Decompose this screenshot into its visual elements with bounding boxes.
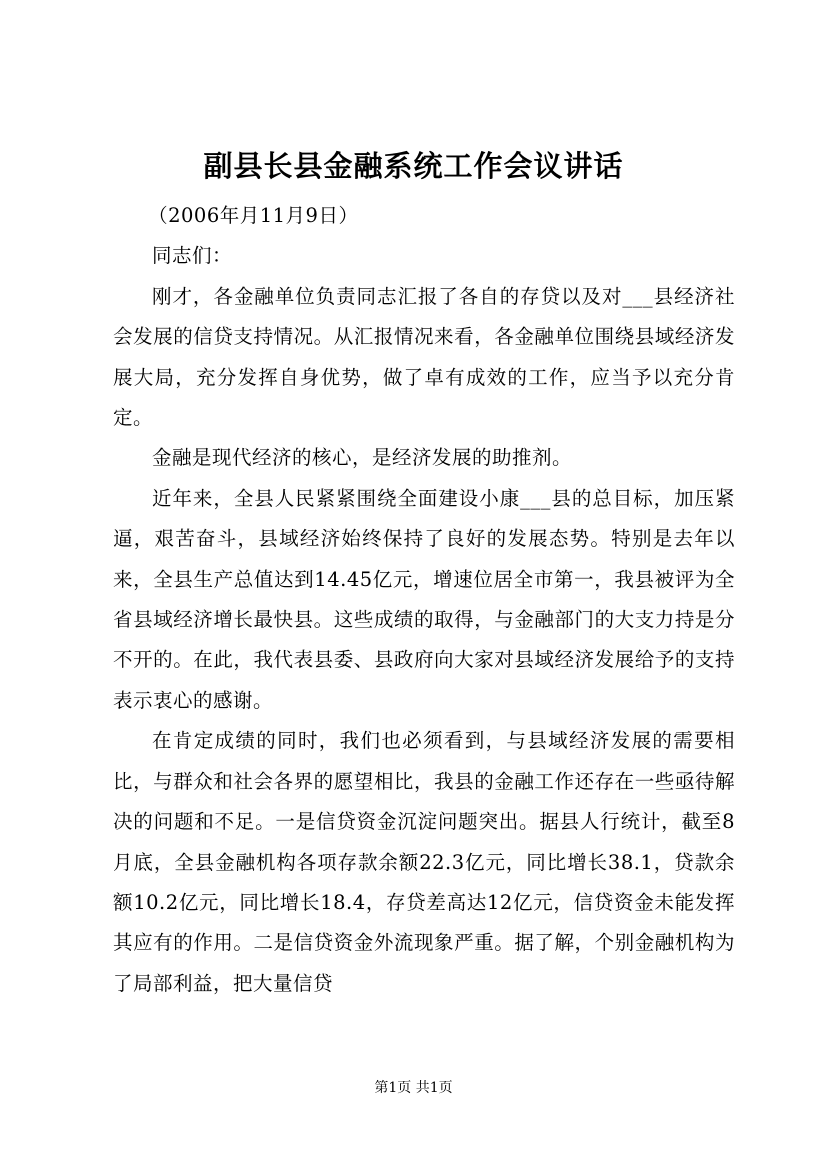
paragraph: 金融是现代经济的核心，是经济发展的助推剂。 bbox=[152, 446, 573, 470]
page-footer: 第1页 共1页 bbox=[374, 1080, 453, 1096]
paragraph: 在肯定成绩的同时，我们也必须看到，与县域经济发展的需要相比，与群众和社会各界的愿望相比，我县的金融工作还存在一些亟待解决的问题和不足。一是信贷资金沉淀问题突出。据县人行统计，截至8月底，全县金融机构各项存款余额22.3亿元，同比增长38.1，贷款余额10.2亿元，同比增长18.4，存贷差高达12亿元，信贷资金未能发挥其应有的作用。二是信贷资金外流现象严重。据了解，个别金融机构为了局部利益，把大量信贷 bbox=[113, 729, 735, 995]
paragraph: 刚才，各金融单位负责同志汇报了各自的存贷以及对___县经济社会发展的信贷支持情况。从汇报情况来看，各金融单位围绕县域经济发展大局，充分发挥自身优势，做了卓有成效的工作，应当予以充分肯定。 bbox=[113, 284, 735, 430]
document-title: 副县长县金融系统工作会议讲话 bbox=[203, 149, 624, 183]
paragraph: 近年来，全县人民紧紧围绕全面建设小康___县的总目标，加压紧逼，艰苦奋斗，县域经济始终保持了良好的发展态势。特别是去年以来，全县生产总值达到14.45亿元，增速位居全市第一，我县被评为全省县域经济增长最快县。这些成绩的取得，与金融部门的大支力持是分不开的。在此，我代表县委、县政府向大家对县域经济发展给予的支持表示衷心的感谢。 bbox=[113, 486, 735, 712]
date-line: （2006年月11月9日） bbox=[148, 204, 359, 227]
salutation: 同志们： bbox=[152, 244, 233, 268]
document-body bbox=[113, 196, 735, 1004]
